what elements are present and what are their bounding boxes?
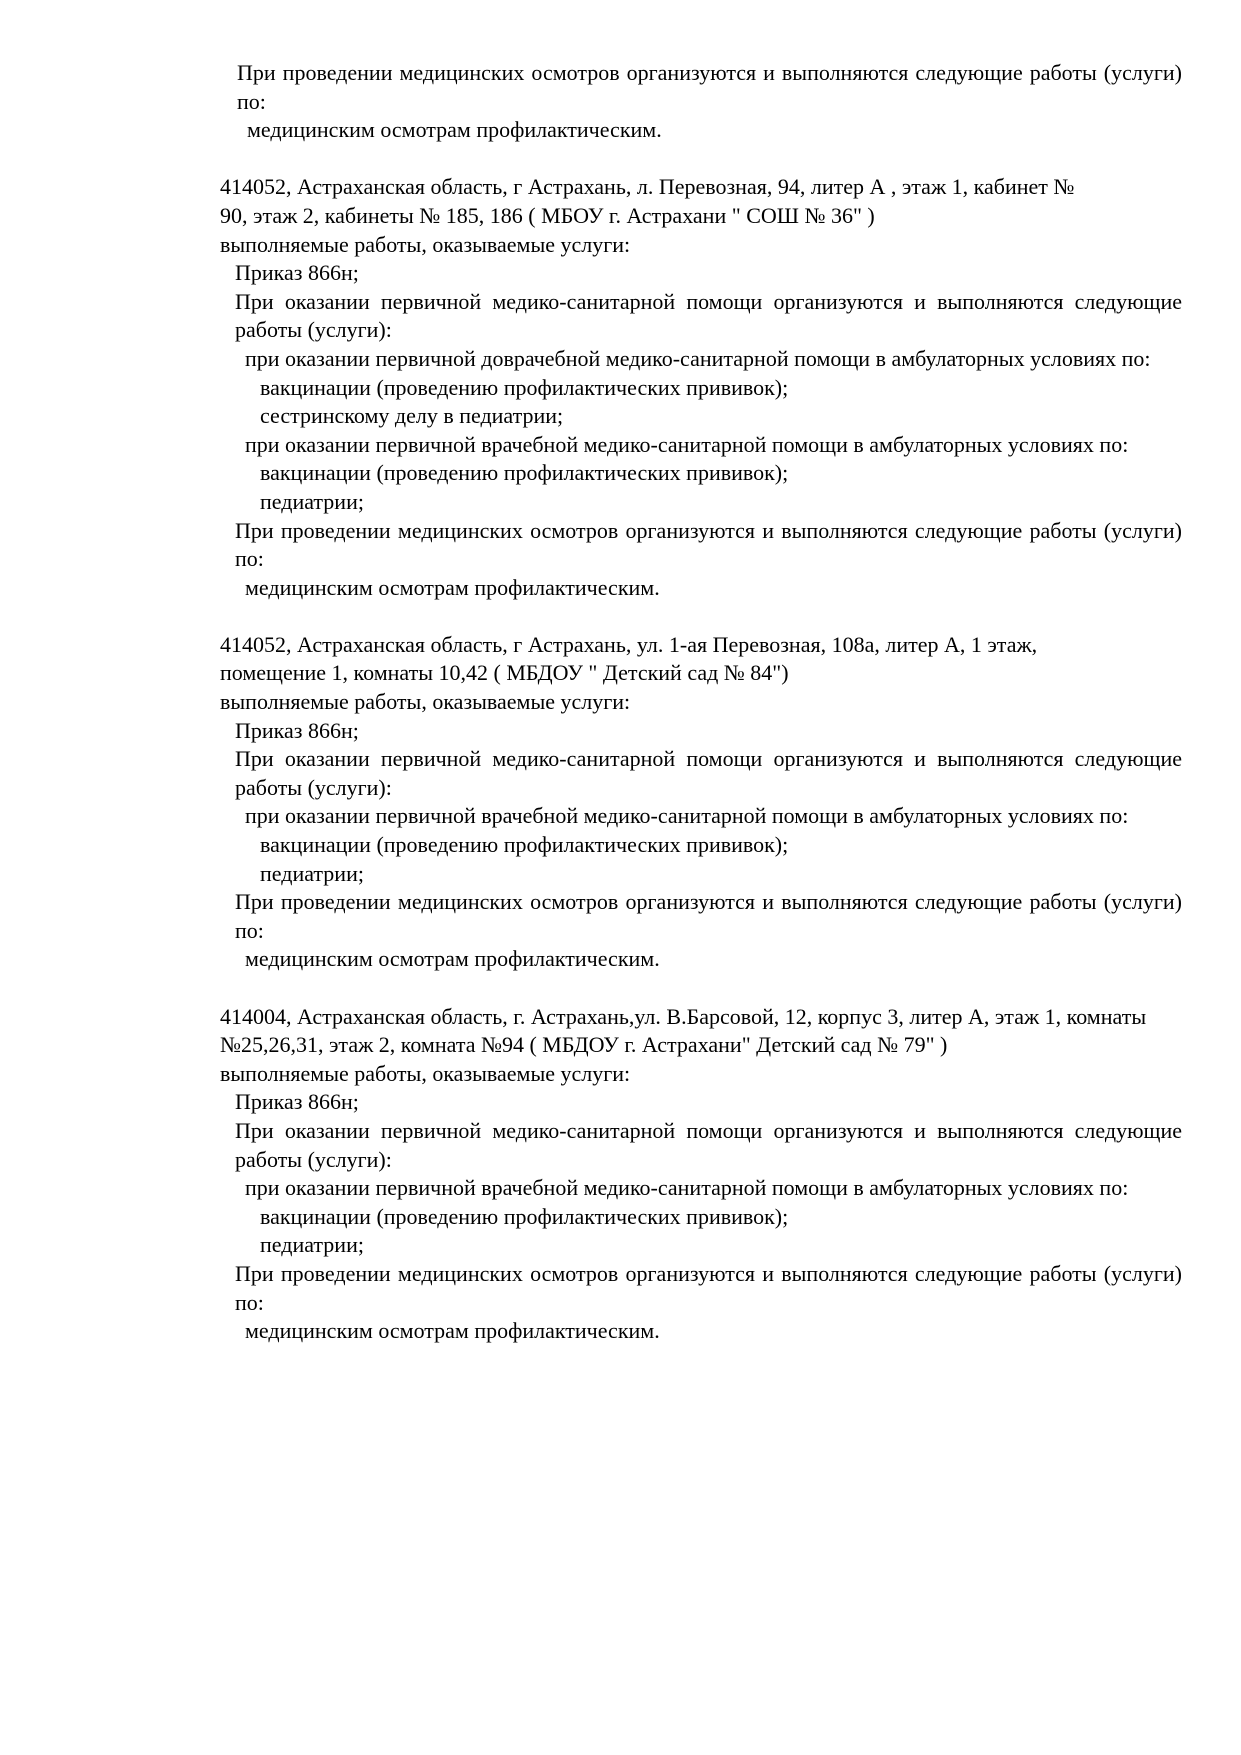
address: 414052, Астраханская область, г Астрахань, л. Перевозная, 94, литер А , этаж 1, кабинет № 90, этаж 2, кабинеты № 185, 186 ( МБОУ г. Астрахани " СОШ № 36" ) <box>220 174 1075 228</box>
previous-block-fragment <box>222 59 1182 145</box>
list-item: сестринскому делу в педиатрии; <box>260 403 564 429</box>
exams-intro: При проведении медицинских осмотров организуются и выполняются следующие работы (услуги) по: <box>237 60 1182 114</box>
exams-item: медицинским осмотрам профилактическим. <box>245 574 660 600</box>
exams-intro: При проведении медицинских осмотров организуются и выполняются следующие работы (услуги) по: <box>235 1260 1182 1315</box>
vrach-care-intro: при оказании первичной врачебной медико-санитарной помощи в амбулаторных условиях по: <box>245 431 1129 457</box>
order-reference: Приказ 866н; <box>235 260 359 286</box>
document-body <box>222 59 1182 1374</box>
list-item: педиатрии; <box>260 488 364 514</box>
list-item: вакцинации (проведению профилактических прививок); <box>260 374 789 400</box>
address-block-2 <box>220 631 1182 974</box>
exams-item: медицинским осмотрам профилактическим. <box>245 946 660 972</box>
primary-care-intro: При оказании первичной медико-санитарной помощи организуются и выполняются следующие работы (услуги): <box>235 1117 1182 1172</box>
address: 414004, Астраханская область, г. Астрахань,ул. В.Барсовой, 12, корпус 3, литер А, этаж 1, комнаты №25,26,31, этаж 2, комната №94 ( МБДОУ г. Астрахани" Детский сад № 79" ) <box>220 1003 1147 1058</box>
primary-care-intro: При оказании первичной медико-санитарной помощи организуются и выполняются следующие работы (услуги): <box>235 746 1182 800</box>
works-label: выполняемые работы, оказываемые услуги: <box>220 1060 631 1086</box>
works-label: выполняемые работы, оказываемые услуги: <box>220 231 631 257</box>
vrach-care-intro: при оказании первичной врачебной медико-санитарной помощи в амбулаторных условиях по: <box>245 803 1129 829</box>
list-item: вакцинации (проведению профилактических прививок); <box>260 1203 789 1229</box>
prevrach-care-intro: при оказании первичной доврачебной медико-санитарной помощи в амбулаторных условиях по: <box>245 345 1151 371</box>
order-reference: Приказ 866н; <box>235 717 359 743</box>
order-reference: Приказ 866н; <box>235 1089 359 1115</box>
address-block-3 <box>220 1003 1182 1346</box>
works-label: выполняемые работы, оказываемые услуги: <box>220 689 631 715</box>
exams-intro: При проведении медицинских осмотров организуются и выполняются следующие работы (услуги) по: <box>235 517 1182 572</box>
exams-item: медицинским осмотрам профилактическим. <box>247 117 662 143</box>
list-item: педиатрии; <box>260 1232 364 1258</box>
list-item: вакцинации (проведению профилактических прививок); <box>260 832 789 858</box>
address-block-1 <box>220 173 1182 602</box>
list-item: вакцинации (проведению профилактических прививок); <box>260 460 789 486</box>
address: 414052, Астраханская область, г Астрахань, ул. 1-ая Перевозная, 108а, литер А, 1 этаж, помещение 1, комнаты 10,42 ( МБДОУ " Детский сад № 84") <box>220 631 1038 686</box>
exams-item: медицинским осмотрам профилактическим. <box>245 1318 660 1344</box>
exams-intro: При проведении медицинских осмотров организуются и выполняются следующие работы (услуги) по: <box>235 889 1182 943</box>
list-item: педиатрии; <box>260 860 364 886</box>
vrach-care-intro: при оказании первичной врачебной медико-санитарной помощи в амбулаторных условиях по: <box>245 1175 1129 1201</box>
primary-care-intro: При оказании первичной медико-санитарной помощи организуются и выполняются следующие работы (услуги): <box>235 288 1182 343</box>
